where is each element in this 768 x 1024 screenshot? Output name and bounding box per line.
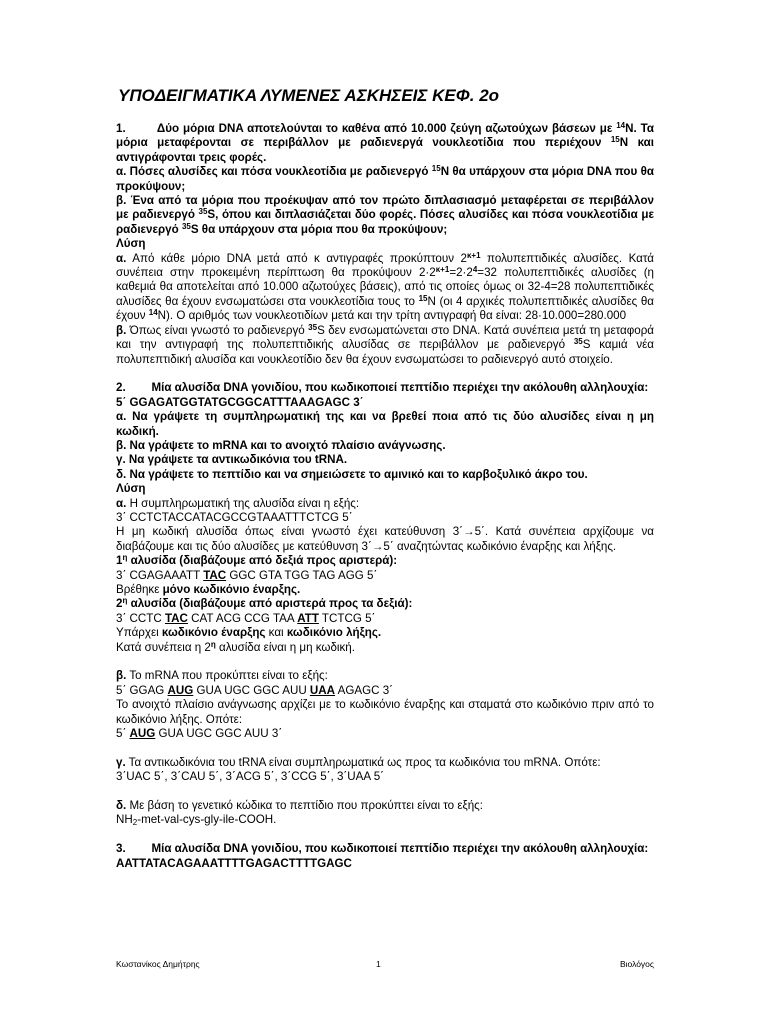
exercise-2-answer-a: α. Η συμπληρωματική της αλυσίδα είναι η εξής: xyxy=(116,496,360,510)
spacer xyxy=(116,367,654,381)
exercise-1-question: 1. Δύο μόρια DNA αποτελούνται το καθένα από 10.000 ζεύγη αζωτούχων βάσεων με $^{14}$Ν. Τα μόρια μεταφέρονται σε περιβάλλον με ραδιενεργά νουκλεοτίδια που περιέχουν $^{15}$Ν και αντιγράφονται τρεις φορές. xyxy=(116,121,654,164)
page-number: 1 xyxy=(376,959,381,969)
exercise-1-answer-b: β. Όπως είναι γνωστό το ραδιενεργό $^{35}$S δεν ενσωματώνεται στο DNA. Κατά συνέπεια μετά τη μεταφορά και την αντιγραφή της πολυπεπτιδικής αλυσίδας σε περιβάλλον με ραδιενεργό $^{35}$S καμιά νέα πολυπεπτιδική αλυσίδα και νουκλεοτίδιο δεν θα έχουν ενσωματώσει το ραδιενεργό αυτό στοιχείο. xyxy=(116,322,655,366)
exercise-2-answer-d: δ. Με βάση το γενετικό κώδικα το πεπτίδιο που προκύπτει είναι το εξής: xyxy=(116,799,483,813)
document-page xyxy=(116,0,654,1024)
strand-2-note: Υπάρχει κωδικόνιο έναρξης και κωδικόνιο λήξης. xyxy=(116,626,382,640)
start-codon: AUG xyxy=(129,727,156,741)
exercise-number: 2. xyxy=(116,381,126,395)
exercise-2-answer-a-text: Η μη κωδική αλυσίδα όπως είναι γνωστό έχει κατεύθυνση 3΄→5΄. Κατά συνέπεια αρχίζουμε να διαβάζουμε και τις δύο αλυσίδες με κατεύθυνση 3΄→5΄ αναζητώντας κωδικόνιο έναρξης και λήξης. xyxy=(116,525,654,553)
exercise-2-part-b: β. Να γράψετε το mRNA και το ανοιχτό πλαίσιο ανάγνωσης. xyxy=(116,438,446,452)
strand-1-note: Βρέθηκε μόνο κωδικόνιο έναρξης. xyxy=(116,582,301,596)
exercise-number: 3. xyxy=(116,842,126,856)
stop-codon: UAA xyxy=(309,683,336,697)
mrna-sequence: 5΄ GGAG AUG GUA UGC GGC AUU UAA AGAGC 3΄ xyxy=(116,683,394,697)
dna-sequence: 5΄ GGAGATGGTATGCGGCATTTAAAGAGC 3΄ xyxy=(116,395,364,409)
exercise-2-part-d: δ. Να γράψετε το πεπτίδιο και να σημειώσετε το αμινικό και το καρβοξυλικό άκρο του. xyxy=(116,467,588,481)
stop-codon: ATT xyxy=(297,611,319,625)
exercise-2-question: 2. Μία αλυσίδα DNA γονιδίου, που κωδικοποιεί πεπτίδιο περιέχει την ακόλουθη αλληλουχία: xyxy=(116,381,649,395)
spacer xyxy=(116,655,654,669)
strand-conclusion: Κατά συνέπεια η $2^\eta$ αλυσίδα είναι η μη κωδική. xyxy=(116,639,355,654)
complementary-sequence: 3΄ CCTCTACCATACGCCGTAAATTTCTCG 5΄ xyxy=(116,510,353,524)
start-codon: AUG xyxy=(167,683,194,697)
exercise-2-part-c: γ. Να γράψετε τα αντικωδικόνια του tRNA. xyxy=(116,453,348,467)
peptide-sequence: $NH_2-met-val-cys-gly-ile$-COOH. xyxy=(116,813,277,828)
page-title: ΥΠΟΔΕΙΓΜΑΤΙΚΑ ΛΥΜΕΝΕΣ ΑΣΚΗΣΕΙΣ ΚΕΦ. 2ο xyxy=(118,86,500,105)
footer-role: Βιολόγος xyxy=(619,959,654,969)
strand-2-sequence: 3΄ CCTC TAC CAT ACG CCG TAA ATT TCTCG 5΄ xyxy=(116,611,376,625)
exercise-2-answer-c: γ. Τα αντικωδικόνια του tRNA είναι συμπληρωματικά ως προς τα κωδικόνια του mRNA. Οπότε: xyxy=(116,755,601,769)
spacer xyxy=(116,828,654,842)
strand-1-sequence: 3΄ CGAGAAATT TAC GGC GTA TGG TAG AGG 5΄ xyxy=(116,568,378,582)
exercise-1-answer-a: α. Από κάθε μόριο DNA μετά από κ αντιγραφές προκύπτουν $2^{\kappa+1}$ πολυπεπτιδικές αλυσίδες. Κατά συνέπεια στην προκειμένη περίπτωση θα προκύψουν $2\cdot 2^{\kappa+1}=2\cdot 2^4=32$ πολυπεπτιδικές αλυσίδες (η καθεμιά θα αποτελείται από 10.000 αζωτούχες βάσεις), από τις οποίες όμως οι 32-4=28 πολυπεπτιδικές αλυσίδες θα έχουν ενσωματώσει στα νουκλεοτίδια τους το $^{15}$Ν (οι 4 αρχικές πολυπεπτιδικές αλυσίδες θα έχουν $^{14}$Ν). Ο αριθμός των νουκλεοτιδίων μετά και την τρίτη αντιγραφή θα είναι: 28·10.000=280.000 xyxy=(116,250,654,323)
strand-1-heading: $1^\eta$ αλυσίδα (διαβάζουμε από δεξιά προς αριστερά): xyxy=(116,553,398,568)
exercise-3-question: 3. Μία αλυσίδα DNA γονιδίου, που κωδικοποιεί πεπτίδιο περιέχει την ακόλουθη αλληλουχία: xyxy=(116,842,649,856)
solution-heading: Λύση xyxy=(116,237,146,251)
strand-2-heading: $2^\eta$ αλυσίδα (διαβάζουμε από αριστερά προς τα δεξιά): xyxy=(116,596,413,611)
footer-author: Κωστανίκος Δημήτρης xyxy=(116,959,200,969)
start-codon: TAC xyxy=(203,568,227,582)
exercise-2-part-a: α. Να γράψετε τη συμπληρωματική της και να βρεθεί ποια από τις δύο αλυσίδες είναι η μη κωδική. xyxy=(116,410,654,438)
spacer xyxy=(116,741,654,755)
exercise-1-part-b: β. Ένα από τα μόρια που προέκυψαν από τον πρώτο διπλασιασμό μεταφέρεται σε περιβάλλον με ραδιενεργό $^{35}$S, όπου και διπλασιάζεται δύο φορές. Πόσες αλυσίδες και πόσα νουκλεοτίδια με ραδιενεργό $^{35}$S θα υπάρχουν στα μόρια που θα προκύψουν; xyxy=(116,194,654,236)
start-codon: TAC xyxy=(164,611,188,625)
solution-heading: Λύση xyxy=(116,482,146,496)
orf-sequence: 5΄ AUG GUA UGC GGC AUU 3΄ xyxy=(116,727,283,741)
exercise-1-part-a: α. Πόσες αλυσίδες και πόσα νουκλεοτίδια με ραδιενεργό $^{15}$Ν θα υπάρχουν στα μόρια DNA που θα προκύψουν; xyxy=(116,164,654,193)
document-body xyxy=(116,122,654,871)
spacer xyxy=(116,785,654,799)
orf-explanation: Το ανοιχτό πλαίσιο ανάγνωσης αρχίζει με το κωδικόνιο έναρξης και σταματά στο κωδικόνιο πριν από το κωδικόνιο λήξης. Οπότε: xyxy=(116,698,654,726)
exercise-2-answer-b: β. Το mRNA που προκύπτει είναι το εξής: xyxy=(116,669,328,683)
anticodon-list: 3΄UAC 5΄, 3΄CAU 5΄, 3΄ACG 5΄, 3΄CCG 5΄, 3΄UAA 5΄ xyxy=(116,770,385,784)
exercise-number: 1. xyxy=(116,122,126,135)
dna-sequence: AATTATACAGAAATTTTGAGACTTTTGAGC xyxy=(116,856,352,870)
